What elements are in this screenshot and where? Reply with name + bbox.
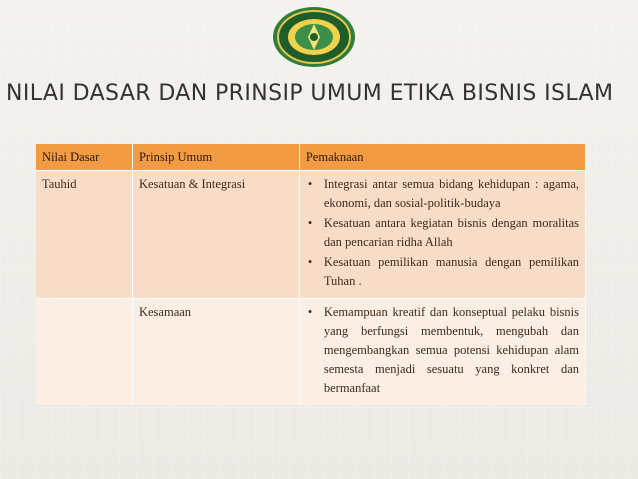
list-item xyxy=(306,175,579,213)
meaning-list xyxy=(306,175,579,291)
bullet-icon: • xyxy=(307,177,313,191)
list-item-text: Integrasi antar semua bidang kehidupan : agama, ekonomi, dan sosial-politik-budaya xyxy=(323,177,579,210)
cell-pemaknaan xyxy=(299,299,585,406)
cell-pemaknaan xyxy=(299,171,585,299)
meaning-list xyxy=(306,303,579,398)
header-prinsip-umum: Prinsip Umum xyxy=(132,144,299,171)
cell-prinsip: Kesatuan & Integrasi xyxy=(132,171,299,299)
bullet-icon: • xyxy=(307,255,313,269)
header-pemaknaan: Pemaknaan xyxy=(299,144,585,171)
table-header-row xyxy=(36,144,586,171)
header-nilai-dasar: Nilai Dasar xyxy=(36,144,132,171)
cell-prinsip: Kesamaan xyxy=(132,299,299,406)
cell-nilai: Tauhid xyxy=(36,171,132,299)
list-item-text: Kesatuan antara kegiatan bisnis dengan moralitas dan pencarian ridha Allah xyxy=(323,216,579,249)
list-item xyxy=(306,253,579,291)
university-seal-icon xyxy=(272,6,356,68)
bullet-icon: • xyxy=(307,305,313,319)
list-item-text: Kesatuan pemilikan manusia dengan pemilikan Tuhan . xyxy=(323,255,579,288)
list-item-text: Kemampuan kreatif dan konseptual pelaku bisnis yang berfungsi membentuk, mengubah dan mengembangkan semua potensi kehidupan alam semesta menjadi sesuatu yang konkret dan bermanfaat xyxy=(323,305,579,395)
list-item xyxy=(306,303,579,398)
values-principles-table xyxy=(36,144,586,405)
table-row xyxy=(36,171,586,299)
bullet-icon: • xyxy=(307,216,313,230)
table-row xyxy=(36,299,586,406)
list-item xyxy=(306,214,579,252)
slide-title: NILAI DASAR DAN PRINSIP UMUM ETIKA BISNIS ISLAM xyxy=(6,81,614,106)
cell-nilai xyxy=(36,299,132,406)
